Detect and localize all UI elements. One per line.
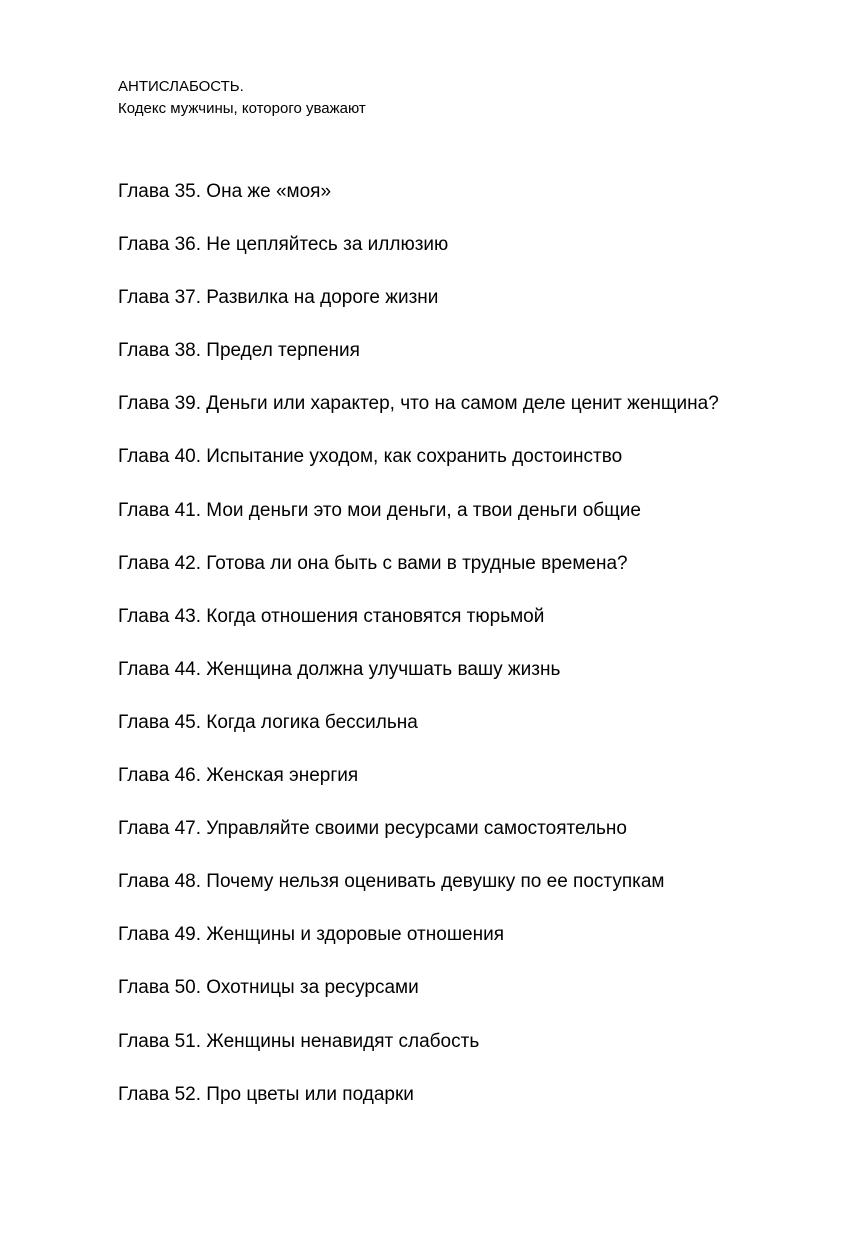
chapter-item: Глава 35. Она же «моя» (118, 181, 332, 202)
chapter-item: Глава 41. Мои деньги это мои деньги, а твои деньги общие (118, 499, 641, 521)
chapter-item: Глава 45. Когда логика бессильна (118, 711, 418, 733)
chapter-item: Глава 37. Развилка на дороге жизни (118, 287, 439, 309)
book-subtitle: Кодекс мужчины, которого уважают (118, 100, 366, 117)
chapter-item: Глава 52. Про цветы или подарки (118, 1083, 414, 1105)
running-header (118, 76, 366, 120)
book-title: АНТИСЛАБОСТЬ. (118, 78, 244, 95)
chapter-item: Глава 42. Готова ли она быть с вами в трудные времена? (118, 552, 628, 574)
chapter-item: Глава 38. Предел терпения (118, 340, 360, 362)
chapter-item: Глава 36. Не цепляйтесь за иллюзию (118, 234, 449, 256)
chapter-list (118, 178, 719, 1134)
chapter-item: Глава 48. Почему нельзя оценивать девушку по ее поступкам (118, 871, 665, 893)
chapter-item: Глава 43. Когда отношения становятся тюрьмой (118, 605, 545, 627)
chapter-item: Глава 40. Испытание уходом, как сохранить достоинство (118, 446, 623, 468)
chapter-item: Глава 39. Деньги или характер, что на самом деле ценит женщина? (118, 393, 719, 415)
chapter-item: Глава 51. Женщины ненавидят слабость (118, 1030, 480, 1052)
chapter-item: Глава 44. Женщина должна улучшать вашу жизнь (118, 658, 561, 680)
chapter-item: Глава 47. Управляйте своими ресурсами самостоятельно (118, 818, 627, 840)
chapter-item: Глава 50. Охотницы за ресурсами (118, 977, 419, 999)
chapter-item: Глава 49. Женщины и здоровые отношения (118, 924, 505, 946)
chapter-item: Глава 46. Женская энергия (118, 765, 359, 787)
